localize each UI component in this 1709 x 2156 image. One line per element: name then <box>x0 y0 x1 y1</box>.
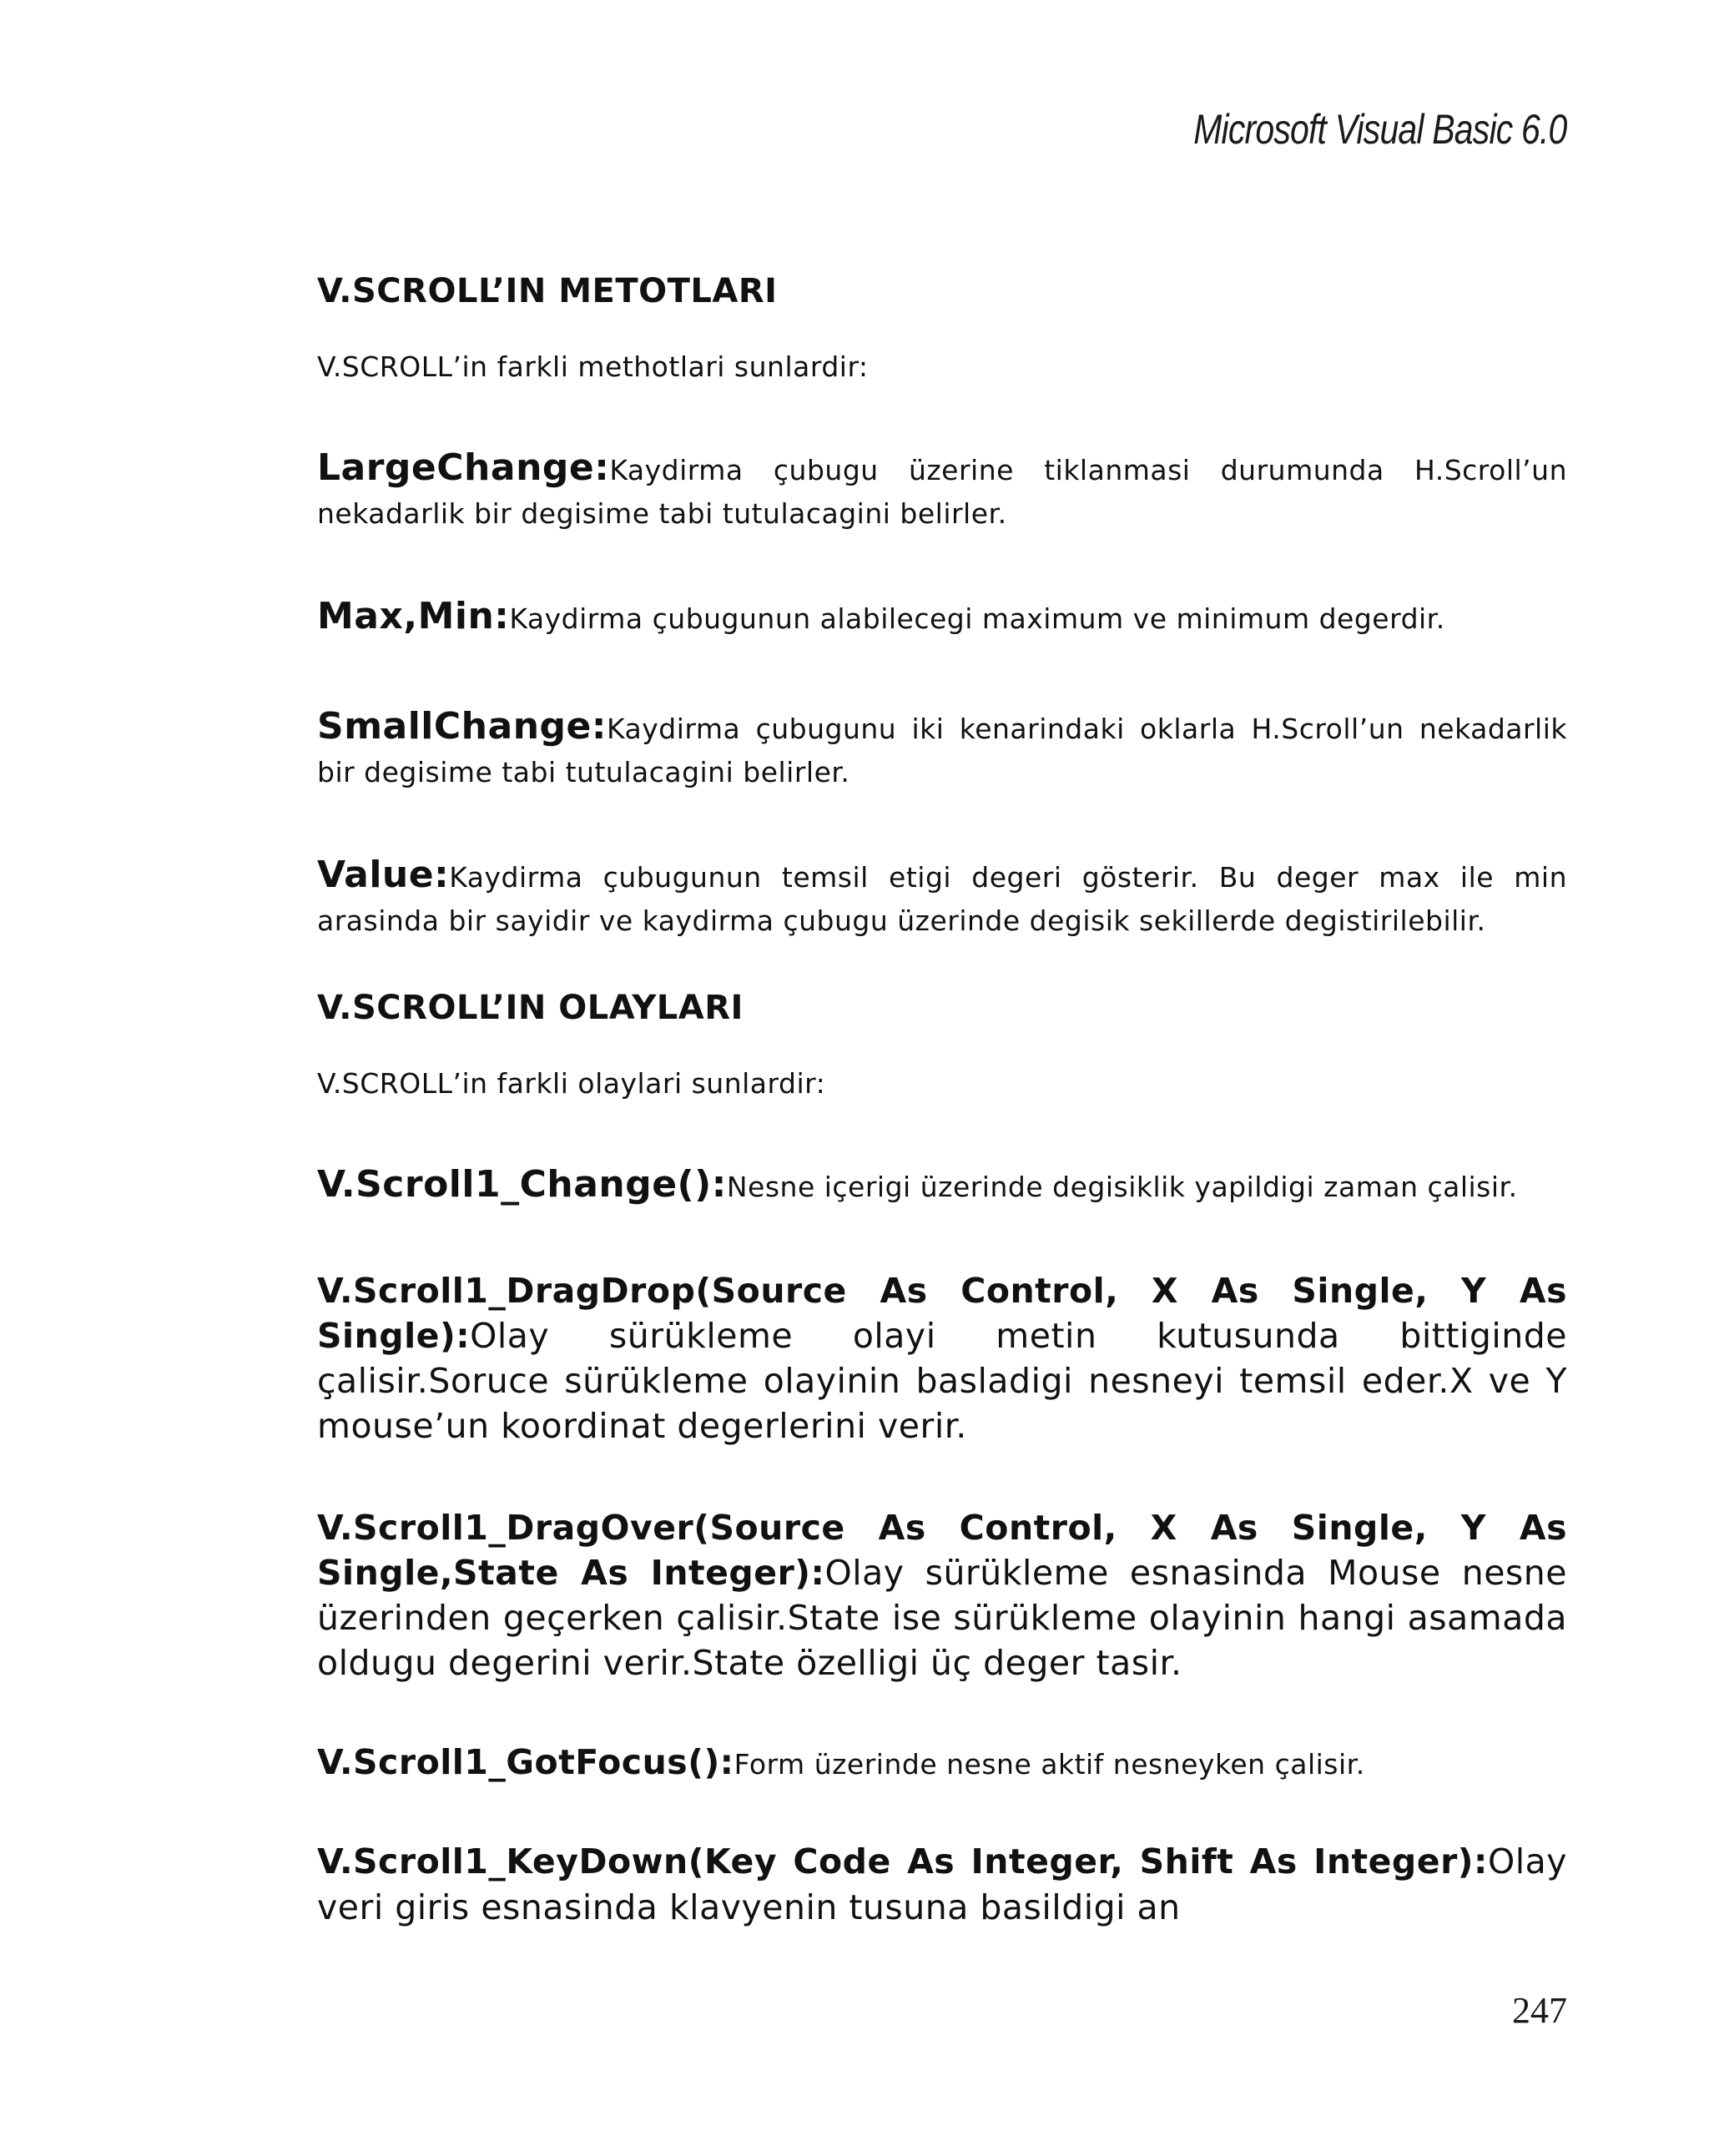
entry-keydown <box>317 1839 1567 1929</box>
entry-term: LargeChange: <box>317 446 610 489</box>
entry-description: Nesne içerigi üzerinde degisiklik yapildigi zaman çalisir. <box>726 1170 1518 1203</box>
running-header: Microsoft Visual Basic 6.0 <box>1193 106 1567 153</box>
entry-term: Value: <box>317 853 450 896</box>
entry-term: V.Scroll1_KeyDown(Key Code As Integer, Shift As Integer): <box>317 1841 1488 1882</box>
page-content <box>317 272 1567 1987</box>
entry-max-min <box>317 590 1567 643</box>
entry-gotfocus <box>317 1742 1567 1782</box>
entry-term: SmallChange: <box>317 704 607 748</box>
entry-description: Kaydirma çubugunu iki kenarindaki oklarla H.Scroll’un nekadarlik bir degisime tabi tutulacagini belirler. <box>317 712 1567 788</box>
section-intro-events: V.SCROLL’in farkli olaylari sunlardir: <box>317 1066 826 1100</box>
entry-term: V.Scroll1_DragDrop(Source As Control, X As Single, Y As Single): <box>317 1270 1567 1356</box>
page-number: 247 <box>1512 1990 1567 2031</box>
section-title-events: V.SCROLL’IN OLAYLARI <box>317 988 744 1027</box>
entry-description: Form üzerinde nesne aktif nesneyken çalisir. <box>734 1748 1365 1781</box>
entry-description: Kaydirma çubugunun temsil etigi degeri gösterir. Bu deger max ile min arasinda bir sayidir ve kaydirma çubugu üzerinde degisik sekillerde degistirilebilir. <box>317 860 1567 937</box>
entry-dragover <box>317 1505 1567 1685</box>
entry-term: V.Scroll1_Change(): <box>317 1162 727 1206</box>
entry-description: Kaydirma çubugu üzerine tiklanmasi durumunda H.Scroll’un nekadarlik bir degisime tabi tutulacagini belirler. <box>317 454 1567 530</box>
entry-term: V.Scroll1_DragOver(Source As Control, X As Single, Y As Single,State As Integer): <box>317 1507 1567 1594</box>
entry-change <box>317 1158 1567 1211</box>
entry-description: Kaydirma çubugunun alabilecegi maximum ve minimum degerdir. <box>509 602 1445 635</box>
entry-description: Olay sürükleme olayi metin kutusunda bittiginde çalisir.Soruce sürükleme olayinin basladigi nesneyi temsil eder.X ve Y mouse’un koordinat degerlerini verir. <box>317 1315 1567 1446</box>
entry-largechange <box>317 441 1567 533</box>
section-intro-methods: V.SCROLL’in farkli methotlari sunlardir: <box>317 350 869 383</box>
entry-description: Olay sürükleme esnasinda Mouse nesne üzerinden geçerken çalisir.State ise sürükleme olayinin hangi asamada oldugu degerini verir.State özelligi üç deger tasir. <box>317 1553 1567 1684</box>
entry-smallchange <box>317 700 1567 792</box>
entry-term: Max,Min: <box>317 594 510 637</box>
entry-value <box>317 849 1567 940</box>
entry-description: Olay veri giris esnasinda klavyenin tusuna basildigi an <box>317 1841 1567 1927</box>
section-title-methods: V.SCROLL’IN METOTLARI <box>317 272 778 310</box>
entry-term: V.Scroll1_GotFocus(): <box>317 1742 734 1783</box>
entry-dragdrop <box>317 1268 1567 1448</box>
